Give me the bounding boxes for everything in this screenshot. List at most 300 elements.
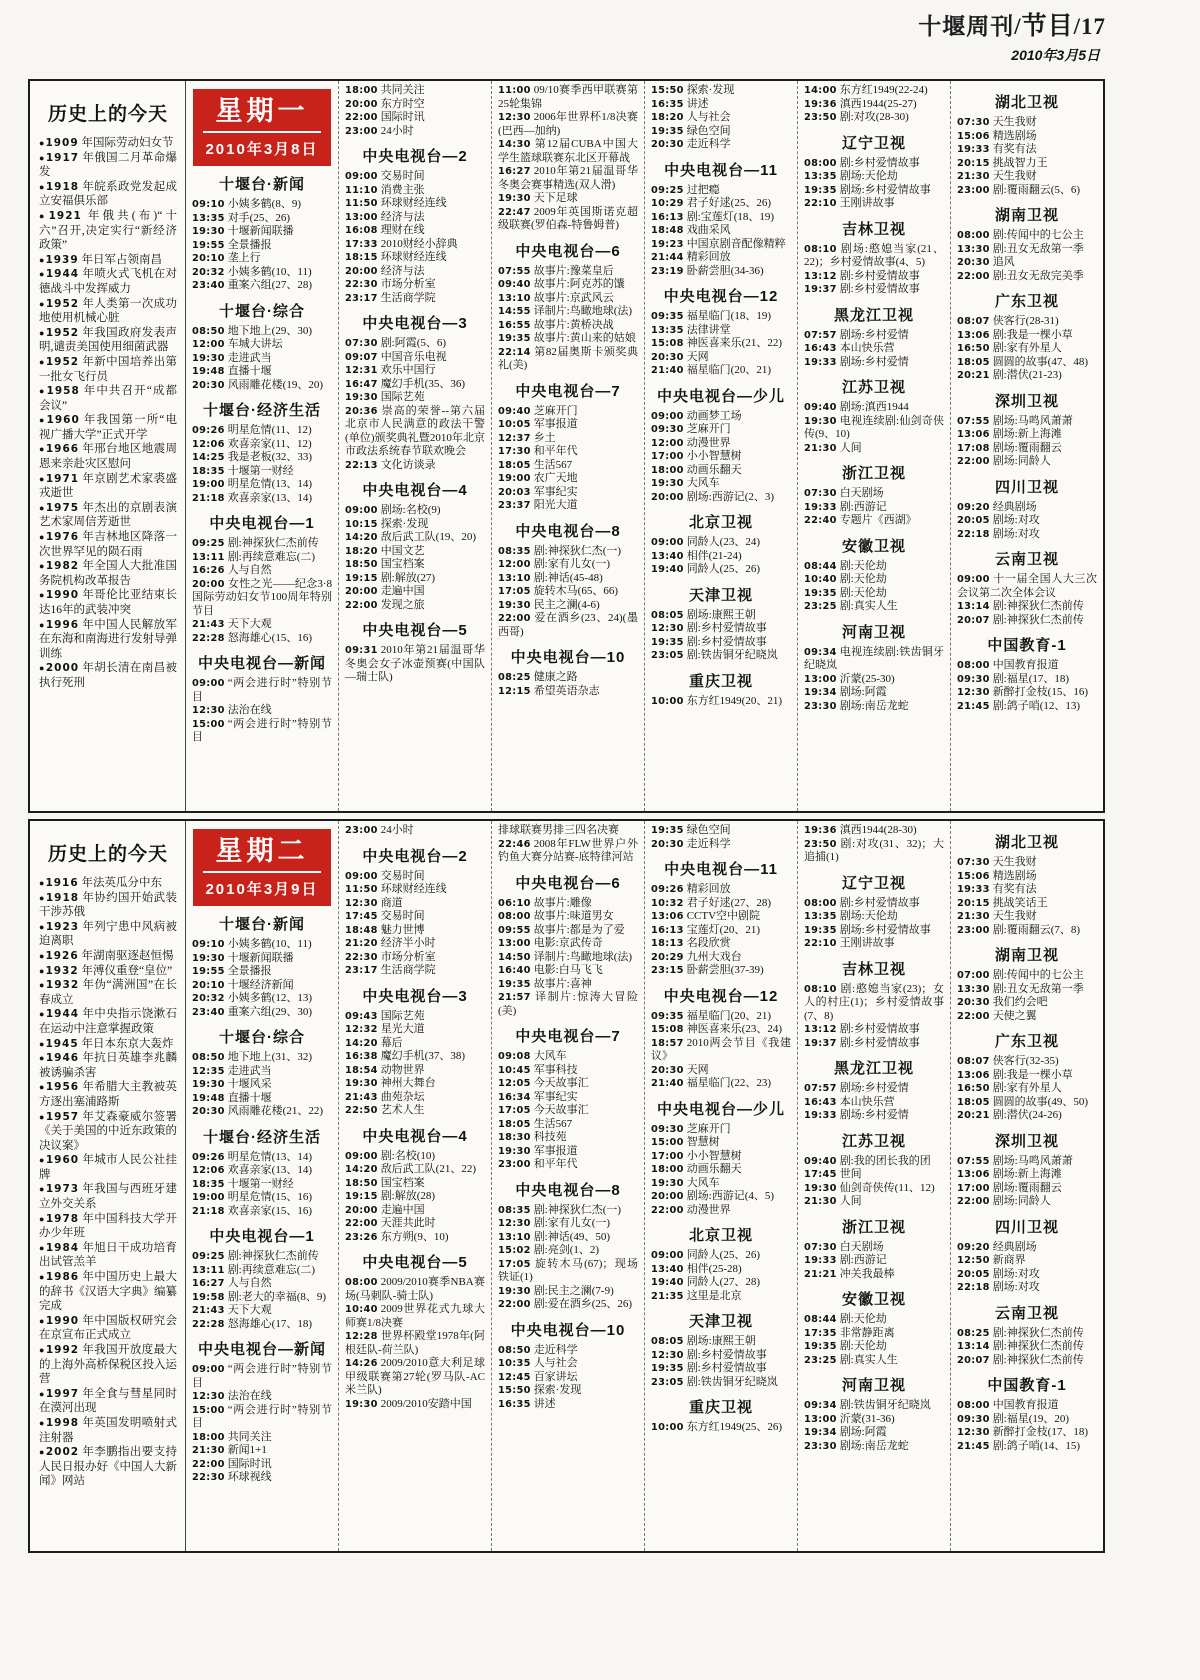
- program-time: 19:55: [192, 239, 225, 251]
- program-line: 19:30 十堰新闻联播: [192, 225, 294, 237]
- program-line: 22:00 剧场:同龄人: [957, 1195, 1051, 1207]
- program-time: 16:27: [498, 166, 531, 177]
- program-line: 14:20 敌后武工队(21、22): [345, 1163, 477, 1175]
- program-time: 10:29: [651, 198, 684, 209]
- program-line: 11:50 环球财经连线: [345, 197, 447, 209]
- program-line: 17:35 非常静距离: [804, 1326, 895, 1339]
- program-time: 21:35: [651, 1290, 684, 1302]
- program-line: 17:30 和平年代: [498, 445, 578, 457]
- program-time: 13:35: [804, 911, 837, 922]
- program-time: 19:34: [804, 1427, 837, 1438]
- program-line: 08:00 中国教育报道: [957, 1399, 1059, 1411]
- program-time: 09:34: [804, 646, 837, 658]
- program-time: 08:25: [498, 672, 531, 683]
- program-line: 09:10 小姨多鹤(10、11): [192, 938, 312, 950]
- program-line: 21:30 天生我财: [957, 170, 1037, 182]
- program-line: 13:14 剧:神探狄仁杰前传: [957, 600, 1084, 612]
- history-year: 1926: [45, 949, 79, 962]
- program-time: 12:05: [498, 1078, 531, 1089]
- program-line: 19:15 剧:解放(27): [345, 571, 436, 584]
- program-time: 16:26: [192, 565, 225, 576]
- program-time: 09:10: [192, 939, 225, 950]
- program-time: 19:35: [651, 825, 684, 836]
- program-time: 07:00: [957, 970, 990, 981]
- program-time: 23:25: [804, 601, 837, 612]
- program-time: 20:30: [192, 379, 225, 391]
- program-line: 09:25 剧:神探狄仁杰前传: [192, 537, 319, 549]
- history-title: 历史上的今天: [47, 104, 168, 125]
- channel-header: 重庆卫视: [688, 1399, 753, 1416]
- program-line: 08:50 地下地上(29、30): [192, 324, 313, 337]
- program-line: 19:30 大风车: [651, 477, 720, 489]
- channel-header: 江苏卫视: [841, 379, 906, 396]
- program-line: 17:05 旋转木马(65、66): [498, 585, 619, 597]
- program-time: 20:05: [957, 515, 990, 526]
- program-line: 排球联赛男排三四名决赛: [498, 824, 619, 836]
- program-time: 22:30: [192, 1472, 225, 1483]
- program-time: 13:06: [651, 911, 684, 922]
- program-time: 20:30: [957, 997, 990, 1008]
- program-line: 19:40 同龄人(25、26): [651, 563, 761, 575]
- program-time: 12:35: [192, 1065, 225, 1077]
- program-time: 16:13: [651, 924, 684, 936]
- program-line: 19:55 全景播报: [192, 965, 272, 977]
- program-time: 21:40: [651, 365, 684, 376]
- program-line: 14:30 第12届CUBA中国大学生篮球联赛东北区开幕战: [498, 138, 638, 164]
- program-time: 22:28: [192, 1318, 225, 1330]
- program-line: 15:08 神医喜来乐(21、22): [651, 337, 783, 349]
- channel-header: 吉林卫视: [841, 960, 906, 978]
- program-time: 19:33: [957, 884, 990, 895]
- history-column: [30, 821, 185, 1551]
- channel-header: 广东卫视: [994, 293, 1059, 310]
- history-year: 1909: [45, 137, 79, 149]
- program-line: 20:30 走近科学: [651, 138, 731, 150]
- program-line: 07:30 剧:阿霞(5、6): [345, 337, 447, 349]
- program-line: 09:26 明星危情(13、14): [192, 1150, 313, 1163]
- program-line: 09:00 交易时间: [345, 869, 425, 882]
- bullet-icon: ●: [39, 590, 45, 601]
- program-line: 19:33 剧:西游记: [804, 1254, 887, 1266]
- program-time: 09:26: [651, 884, 684, 895]
- history-item: ●1909 年国际劳动妇女节: [39, 137, 174, 149]
- channel-header: 十堰台·综合: [219, 1029, 305, 1046]
- program-line: 21:21 冲关我最棒: [804, 1267, 895, 1280]
- channel-header: 辽宁卫视: [841, 874, 906, 892]
- program-time: 23:40: [192, 1006, 225, 1018]
- history-item: ●1952 年我国政府发表声明,谴责美国使用细菌武器: [39, 326, 178, 354]
- channel-header: 天津卫视: [688, 1313, 753, 1330]
- history-item: ●1921 年俄共(布)“十六”召开,决定实行“新经济政策”: [39, 209, 178, 252]
- channel-header: 重庆卫视: [688, 672, 753, 690]
- program-line: 13:14 剧:神探狄仁杰前传: [957, 1340, 1084, 1352]
- program-line: 21:43 天下大观: [192, 618, 272, 630]
- program-line: 12:15 希望英语杂志: [498, 684, 600, 697]
- program-line: 08:50 地下地上(31、32): [192, 1051, 313, 1063]
- program-line: 21:45 剧:鸽子哨(14、15): [957, 1439, 1081, 1452]
- program-line: 08:00 中国教育报道: [957, 659, 1059, 671]
- program-time: 12:28: [345, 1331, 378, 1342]
- program-line: 17:05 今天故事汇: [498, 1104, 589, 1116]
- channel-header: 中央电视台—少儿: [656, 387, 785, 405]
- program-time: 07:30: [804, 1241, 837, 1253]
- program-time: 19:30: [498, 193, 531, 204]
- program-time: 12:32: [345, 1024, 378, 1035]
- program-line: 10:40 2009世界花式九球大师赛1/8决赛: [345, 1303, 485, 1329]
- program-time: 19:30: [192, 952, 225, 964]
- program-line: 12:45 百家讲坛: [498, 1370, 578, 1383]
- program-time: 22:30: [345, 951, 378, 963]
- program-line: 22:00 天涯共此时: [345, 1217, 436, 1229]
- program-line: 22:28 怒海雄心(15、16): [192, 631, 313, 644]
- program-line: 14:26 2009/2010意大利足球甲级联赛第27轮(罗马队-AC米兰队): [345, 1357, 485, 1396]
- program-time: 23:00: [345, 825, 378, 836]
- program-line: 23:37 阳光大道: [498, 499, 578, 511]
- program-line: 12:05 今天故事汇: [498, 1077, 589, 1089]
- program-time: 11:50: [345, 198, 378, 209]
- program-line: 08:00 剧:乡村爱情故事: [804, 156, 920, 169]
- program-time: 08:07: [957, 1056, 990, 1067]
- program-time: 20:00: [345, 98, 378, 110]
- program-line: 21:43 天下大观: [192, 1304, 272, 1316]
- program-line: 22:18 剧场:对攻: [957, 527, 1040, 540]
- program-line: 18:00 共同关注: [192, 1430, 272, 1443]
- masthead-regular: 十堰周刊/: [918, 14, 1022, 39]
- program-time: 09:25: [192, 538, 225, 549]
- program-line: 16:13 剧:宝莲灯(18、19): [651, 210, 775, 223]
- program-time: 17:08: [957, 442, 990, 454]
- program-line: 09:40 故事片:阿克苏的馕: [498, 278, 625, 290]
- program-line: 16:26 人与自然: [192, 564, 272, 576]
- program-time: 12:30: [957, 687, 990, 698]
- channel-header: 北京卫视: [688, 514, 753, 531]
- program-time: 18:35: [192, 465, 225, 477]
- program-line: 09:30 剧:福星(17、18): [957, 672, 1070, 685]
- program-time: 09:40: [498, 279, 531, 290]
- program-column: [797, 821, 950, 1551]
- program-time: 20:29: [651, 951, 684, 963]
- program-line: 22:00 天使之翼: [957, 1009, 1037, 1022]
- program-line: 20:29 九州大戏台: [651, 950, 742, 963]
- program-line: 21:43 曲苑杂坛: [345, 1090, 425, 1103]
- program-time: 14:00: [804, 85, 837, 96]
- history-item: ●1923 年列宁患中风病被迫离职: [39, 920, 178, 948]
- program-column: [644, 821, 797, 1551]
- program-line: 20:03 军事纪实: [498, 485, 578, 498]
- program-time: 20:15: [957, 897, 990, 909]
- program-time: 09:00: [651, 537, 684, 548]
- bullet-icon: ●: [39, 138, 45, 148]
- bullet-icon: ●: [39, 1009, 45, 1020]
- program-time: 13:00: [804, 673, 837, 685]
- program-line: 18:57 2010两会节目《我建议》: [651, 1036, 791, 1062]
- history-item: ●1975 年杰出的京剧表演艺术家周信芳逝世: [39, 501, 178, 529]
- program-line: 17:45 世间: [804, 1168, 862, 1180]
- program-time: 17:05: [498, 586, 531, 597]
- program-time: 12:30: [651, 1349, 684, 1361]
- program-line: 10:00 东方红1949(25、26): [651, 1421, 783, 1433]
- program-line: 19:30 剧:民主之澜(7-9): [498, 1284, 614, 1297]
- program-time: 19:30: [192, 1079, 225, 1090]
- program-line: 13:40 相伴(25-28): [651, 1262, 742, 1275]
- bullet-icon: ●: [39, 980, 45, 991]
- program-time: 23:26: [345, 1231, 378, 1243]
- program-line: 12:00 剧:家有儿女(一): [498, 558, 611, 570]
- program-time: 20:07: [957, 1354, 990, 1366]
- program-line: 22:00 剧场:同龄人: [957, 455, 1051, 467]
- history-year: 1956: [45, 1081, 80, 1094]
- program-line: 17:08 剧场:覆雨翻云: [957, 441, 1062, 454]
- program-line: 23:17 生活商学院: [345, 964, 436, 976]
- program-line: 15:00 “两会进行时”特别节目: [192, 1403, 332, 1429]
- program-time: 23:00: [345, 125, 378, 137]
- masthead-bold: 节目: [1021, 13, 1074, 40]
- history-item: ●1944 年中央指示饶漱石在运动中注意掌握政策: [39, 1008, 178, 1035]
- program-time: 19:40: [651, 564, 684, 575]
- program-time: 15:06: [957, 130, 990, 142]
- program-line: 19:23 中国京剧音配像精粹: [651, 237, 786, 250]
- program-line: 20:30 天网: [651, 1063, 709, 1076]
- program-line: 19:48 直播十堰: [192, 365, 272, 377]
- channel-header: 中央电视台—5: [362, 622, 468, 639]
- program-time: 14:50: [498, 951, 531, 963]
- program-time: 22:18: [957, 1282, 990, 1293]
- program-line: 09:43 国际艺苑: [345, 1009, 425, 1022]
- program-time: 10:00: [651, 1422, 684, 1433]
- program-line: 18:20 中国文艺: [345, 544, 425, 557]
- program-time: 19:23: [651, 238, 684, 250]
- channel-header: 黑龙江卫视: [833, 1060, 914, 1077]
- program-time: 20:30: [651, 838, 684, 850]
- program-line: 13:00 经济与法: [345, 210, 425, 223]
- program-time: 21:40: [651, 1078, 684, 1089]
- program-line: 20:00 走遍中国: [345, 585, 425, 597]
- program-line: 16:50 剧:家有外星人: [957, 342, 1062, 354]
- channel-header: 中央电视台—8: [515, 1181, 621, 1199]
- program-time: 20:00: [345, 265, 378, 277]
- program-line: 21:30 新闻1+1: [192, 1444, 267, 1456]
- program-time: 13:30: [957, 983, 990, 995]
- program-line: 19:35 剧场:乡村爱情故事: [804, 183, 931, 196]
- program-line: 19:30 仙剑奇侠传(11、12): [804, 1181, 935, 1194]
- program-line: 08:05 剧场:康熙王朝: [651, 608, 756, 621]
- program-time: 13:10: [498, 572, 531, 584]
- program-time: 22:00: [498, 1299, 531, 1310]
- program-time: 20:00: [345, 586, 378, 597]
- program-line: 08:25 健康之路: [498, 671, 578, 683]
- program-line: 09:26 精彩回放: [651, 883, 731, 895]
- program-line: 22:00 动漫世界: [651, 1203, 731, 1216]
- program-time: 07:55: [957, 1155, 990, 1167]
- channel-header: 中央电视台—2: [362, 847, 468, 865]
- program-line: 09:07 中国音乐电视: [345, 350, 447, 363]
- program-line: 14:20 幕后: [345, 1036, 403, 1049]
- program-time: 20:30: [651, 351, 684, 363]
- program-time: 21:30: [957, 911, 990, 922]
- program-line: 09:31 2010年第21届温哥华冬奥会女子冰壶预赛(中国队—瑞士队): [345, 644, 485, 683]
- program-line: 19:30 十堰风采: [192, 1078, 272, 1090]
- program-line: 21:57 译制片:惊涛大冒险(美): [498, 991, 638, 1017]
- program-time: 16:50: [957, 1083, 990, 1094]
- program-time: 18:00: [651, 464, 684, 476]
- program-line: 23:15 卧薪尝胆(37-39): [651, 964, 764, 976]
- history-year: 2002: [45, 1446, 80, 1459]
- bullet-icon: ●: [39, 1242, 45, 1253]
- program-line: 07:55 故事片:豫菜皇后: [498, 264, 614, 277]
- program-line: 09:00 十一届全国人大三次会议第二次全体会议: [957, 573, 1097, 599]
- channel-header: 广东卫视: [994, 1033, 1059, 1050]
- program-line: 19:15 剧:解放(28): [345, 1190, 436, 1202]
- program-line: 07:30 白天剧场: [804, 487, 884, 499]
- program-time: 08:05: [651, 609, 684, 621]
- program-line: 18:00 动画乐翻天: [651, 463, 742, 476]
- history-year: 1973: [45, 1183, 80, 1196]
- program-time: 12:31: [345, 365, 378, 376]
- program-time: 19:30: [804, 415, 837, 427]
- program-line: 23:00 剧:覆雨翻云(5、6): [957, 183, 1081, 196]
- history-item: ●1956 年希腊大主教被英方逐出塞浦路斯: [39, 1081, 178, 1108]
- program-time: 13:14: [957, 601, 990, 612]
- channel-header: 中央电视台—7: [515, 1028, 621, 1045]
- channel-header: 四川卫视: [994, 1218, 1059, 1236]
- history-item: ●2000 年胡长清在南昌被执行死刑: [39, 662, 178, 689]
- channel-header: 浙江卫视: [841, 465, 906, 482]
- program-line: 08:44 剧:天伦劫: [804, 1313, 887, 1325]
- program-time: 09:35: [651, 311, 684, 322]
- program-line: 16:27 人与自然: [192, 1277, 272, 1289]
- program-column: [491, 821, 644, 1551]
- program-time: 20:03: [498, 486, 531, 498]
- program-line: 20:00 剧场:西游记(4、5): [651, 1190, 775, 1202]
- program-time: 23:00: [498, 1159, 531, 1170]
- program-line: 20:32 小姨多鹤(10、11): [192, 265, 312, 278]
- program-line: 22:30 环球视线: [192, 1471, 272, 1483]
- program-line: 09:35 福星临门(20、21): [651, 1009, 772, 1022]
- program-line: 08:44 剧:天伦劫: [804, 559, 887, 572]
- program-line: 23:17 生活商学院: [345, 291, 436, 304]
- program-time: 17:00: [957, 1182, 990, 1194]
- program-time: 14:30: [498, 139, 531, 150]
- program-line: 18:00 动画乐翻天: [651, 1163, 742, 1175]
- program-time: 23:30: [804, 700, 837, 712]
- program-time: 15:08: [651, 338, 684, 349]
- channel-header: 深圳卫视: [994, 1132, 1059, 1150]
- program-line: 09:30 芝麻开门: [651, 423, 731, 435]
- program-line: 23:00 24小时: [345, 824, 414, 836]
- bullet-icon: ●: [39, 269, 45, 280]
- history-year: 1986: [45, 1271, 80, 1284]
- program-time: 08:10: [804, 983, 837, 995]
- channel-header: 中央电视台—3: [362, 987, 468, 1005]
- program-line: 21:30 人间: [804, 1195, 862, 1207]
- program-time: 16:27: [192, 1278, 225, 1289]
- program-time: 09:00: [345, 505, 378, 516]
- program-line: 19:33 剧场:乡村爱情: [804, 1109, 909, 1121]
- program-line: 10:15 探索·发现: [345, 517, 429, 530]
- program-time: 15:08: [651, 1024, 684, 1035]
- bullet-icon: ●: [39, 561, 45, 572]
- program-time: 19:15: [345, 1191, 378, 1202]
- program-time: 21:30: [192, 1445, 225, 1456]
- banner-date: 2010年3月9日: [205, 881, 319, 898]
- program-time: 08:07: [957, 316, 990, 327]
- program-line: 13:11 剧:再续意难忘(二): [192, 1263, 316, 1276]
- program-line: 18:35 十堰第一财经: [192, 464, 294, 477]
- channel-header: 中央电视台—6: [515, 242, 621, 260]
- program-line: 20:30 我们约会吧: [957, 996, 1048, 1008]
- program-time: 21:43: [192, 1305, 225, 1316]
- program-time: 19:35: [651, 125, 684, 137]
- channel-header: 中国教育-1: [987, 637, 1067, 654]
- program-line: 08:35 剧:神探狄仁杰(一): [498, 544, 622, 557]
- program-time: 17:05: [498, 1105, 531, 1116]
- program-time: 21:45: [957, 700, 990, 712]
- bullet-icon: ●: [39, 298, 45, 309]
- program-time: 08:50: [498, 1344, 531, 1356]
- history-year: 1990: [45, 589, 80, 602]
- program-line: 19:00 农广天地: [498, 472, 578, 484]
- history-year: 1957: [45, 1110, 80, 1123]
- program-time: 19:34: [804, 687, 837, 698]
- program-time: 14:55: [498, 306, 531, 317]
- program-time: 16:40: [498, 965, 531, 976]
- program-line: 22:00 剧:爱在酒乡(25、26): [498, 1298, 633, 1310]
- bullet-icon: ●: [39, 1272, 45, 1283]
- program-line: 19:35 故事片:喜神: [498, 977, 592, 990]
- program-time: 22:00: [957, 1010, 990, 1022]
- history-item: ●2002 年李鹏指出要支持人民日报办好《中国人大新闻》网站: [39, 1446, 178, 1488]
- program-line: 13:35 法律讲堂: [651, 323, 731, 336]
- program-line: 22:00 剧:丑女无敌完美季: [957, 269, 1084, 282]
- program-column: [185, 821, 338, 1551]
- program-time: 23:50: [804, 838, 837, 850]
- program-time: 16:13: [651, 211, 684, 223]
- program-line: 09:30 剧:福星(19、20): [957, 1412, 1070, 1425]
- program-time: 22:00: [345, 599, 378, 611]
- program-time: 19:35: [804, 184, 837, 196]
- program-time: 09:30: [957, 673, 990, 685]
- program-line: 20:21 剧:潜伏(21-23): [957, 369, 1062, 381]
- program-time: 19:35: [651, 1363, 684, 1374]
- program-time: 08:35: [498, 545, 531, 557]
- program-line: 20:00 剧场:西游记(2、3): [651, 490, 775, 503]
- program-time: 17:33: [345, 238, 378, 250]
- program-time: 16:38: [345, 1051, 378, 1062]
- program-time: 13:30: [957, 243, 990, 255]
- program-line: 17:00 剧场:覆雨翻云: [957, 1181, 1062, 1194]
- program-time: 09:00: [651, 410, 684, 422]
- history-item: ●1982 年全国人大批准国务院机构改革报告: [39, 560, 178, 587]
- program-time: 07:55: [957, 415, 990, 427]
- program-line: 14:55 译制片:鸟瞰地球(法): [498, 305, 633, 317]
- bullet-icon: ●: [39, 502, 45, 513]
- program-line: 23:00 和平年代: [498, 1158, 578, 1170]
- program-time: 13:14: [957, 1341, 990, 1352]
- history-item: ●1960 年城市人民公社挂牌: [39, 1154, 178, 1181]
- program-line: 16:43 本山快乐营: [804, 1095, 895, 1108]
- history-year: 1945: [45, 1037, 79, 1050]
- program-line: 18:48 戏曲采风: [651, 224, 731, 236]
- program-line: 12:50 新商界: [957, 1254, 1026, 1266]
- program-time: 08:05: [651, 1336, 684, 1347]
- program-time: 10:15: [345, 518, 378, 530]
- program-line: 12:00 动漫世界: [651, 436, 731, 449]
- history-item: ●1990 年中国版权研究会在京宣布正式成立: [39, 1314, 178, 1342]
- history-year: 1923: [45, 920, 80, 933]
- program-line: 12:30 2006年世界杯1/8决赛(巴西—加纳): [498, 111, 638, 137]
- program-line: 13:06 剧:我是一棵小草: [957, 1068, 1073, 1081]
- history-year: 1992: [45, 1344, 80, 1356]
